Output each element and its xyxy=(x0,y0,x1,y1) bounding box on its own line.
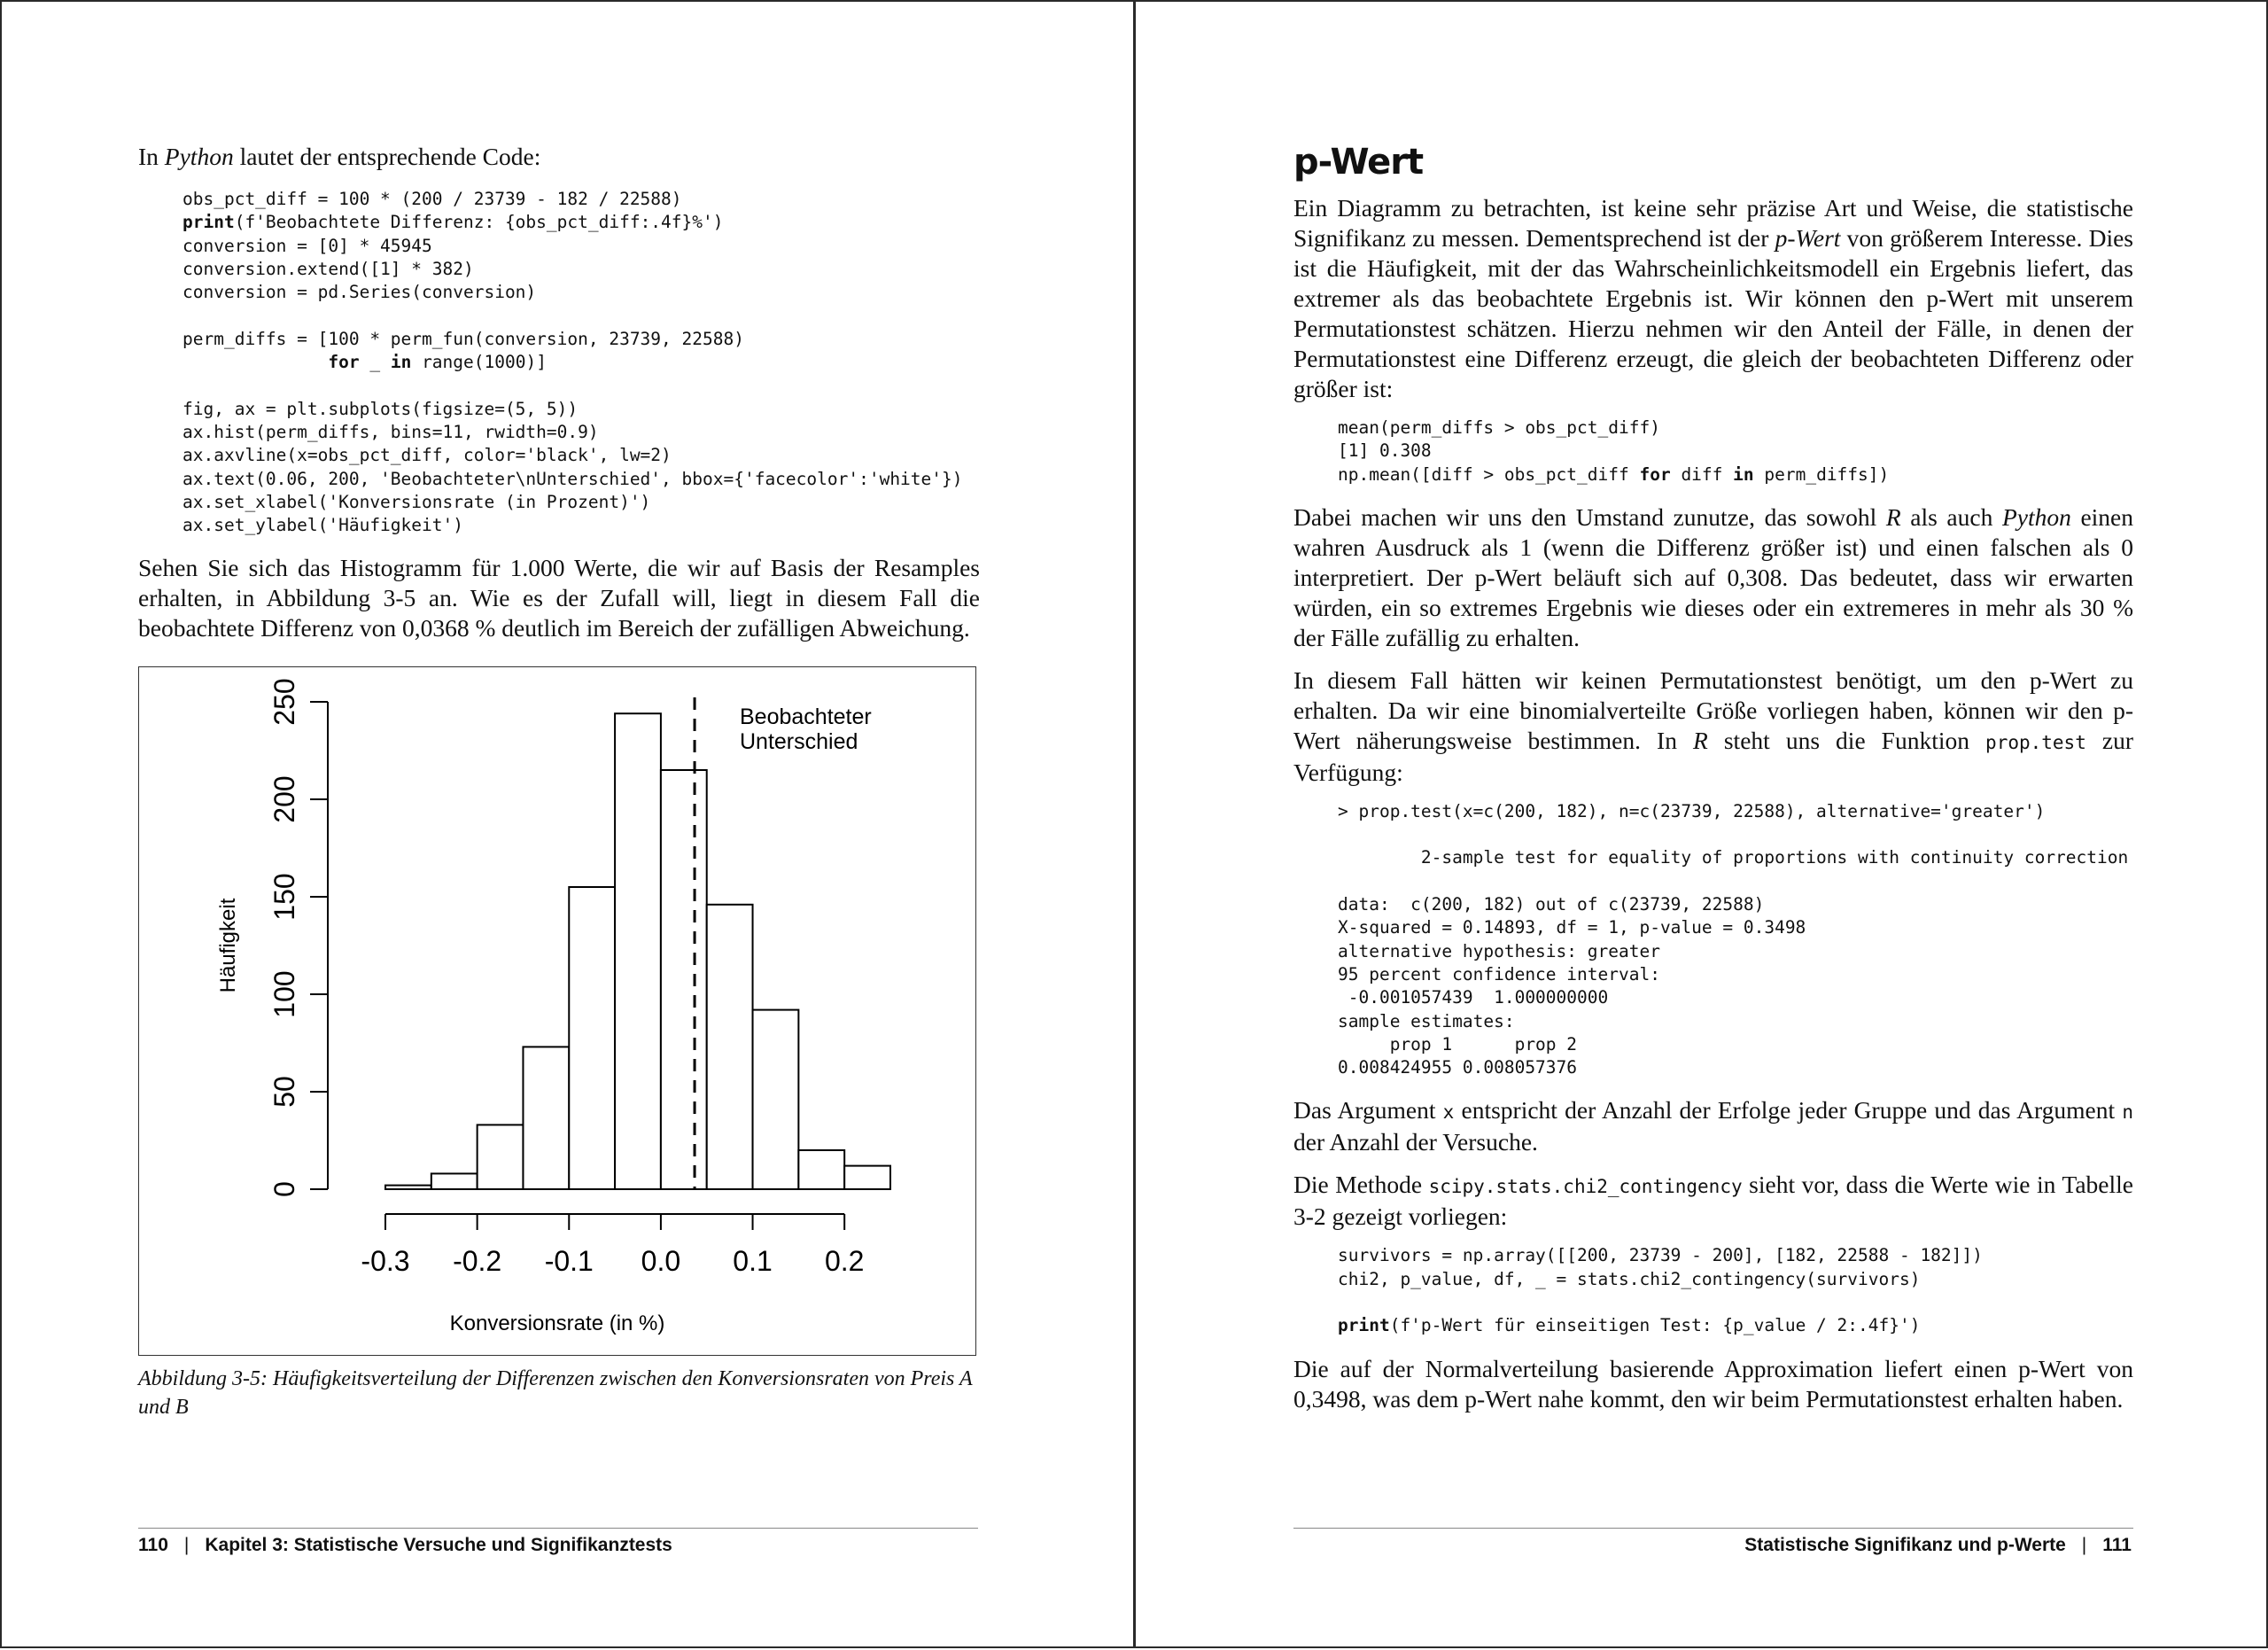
code-line: ax.axvline(x=obs_pct_diff, color='black', lw=2) xyxy=(183,445,672,466)
left-page-number: 110 xyxy=(138,1535,168,1555)
y-tick-label: 200 xyxy=(268,775,300,824)
histogram-bar xyxy=(707,905,753,1189)
right-page-content xyxy=(1293,142,2133,1427)
code-line xyxy=(183,304,980,327)
y-tick-label: 50 xyxy=(268,1076,300,1109)
histogram-bar xyxy=(753,1010,799,1189)
code-block-prop-test xyxy=(1338,800,2133,1080)
code-line xyxy=(1338,870,2133,893)
histogram-chart xyxy=(139,667,975,1354)
code-line xyxy=(1338,1291,2133,1314)
code-line: mean(perm_diffs > obs_pct_diff) xyxy=(1338,417,1660,438)
code-line: ax.text(0.06, 200, 'Beobachteter\nUnterschied', bbox={'facecolor':'white'}) xyxy=(183,468,963,489)
code-line: [1] 0.308 xyxy=(1338,440,1432,462)
code-line: ax.set_ylabel('Häufigkeit') xyxy=(183,515,463,536)
histogram-bar xyxy=(478,1125,524,1190)
code-line: print(f'p-Wert für einseitigen Test: {p_value / 2:.4f}') xyxy=(1338,1315,1921,1336)
code-line: for _ in range(1000)] xyxy=(328,352,547,373)
x-tick-label: -0.1 xyxy=(544,1245,594,1278)
pvalue-paragraph-4: Das Argument x entspricht der Anzahl der Erfolge jeder Gruppe und das Argument n der Anzahl der Versuche. xyxy=(1293,1096,2133,1156)
histogram-bar xyxy=(385,1186,431,1189)
code-line: survivors = np.array([[200, 23739 - 200], [182, 22588 - 182]]) xyxy=(1338,1245,1983,1266)
code-block-chi2 xyxy=(1338,1244,2133,1337)
code-line: 2-sample test for equality of proportions with continuity correction xyxy=(1338,847,2129,868)
code-block-mean xyxy=(1338,416,2133,486)
python-code-block xyxy=(183,188,980,537)
histogram-bar xyxy=(569,887,615,1189)
footer-separator: | xyxy=(183,1535,190,1555)
pvalue-paragraph-3: In diesem Fall hätten wir keinen Permutationstest benötigt, um den p-Wert zu erhalten. Da wir eine binomialverteilte Größe vorliegen haben, können wir den p-Wert näherungsweise bestimmen. In R steht uns die Funktion prop.test zur Verfügung: xyxy=(1293,665,2133,786)
y-tick-label: 150 xyxy=(268,873,300,922)
y-axis-label: Häufigkeit xyxy=(216,899,240,993)
code-line: X-squared = 0.14893, df = 1, p-value = 0.3498 xyxy=(1338,917,1806,938)
intro-text-end: lautet der entsprechende Code: xyxy=(233,143,541,170)
x-axis-label: Konversionsrate (in %) xyxy=(449,1311,665,1336)
annotation-text: Beobachteter xyxy=(740,704,872,730)
left-page xyxy=(0,0,1133,1648)
code-line: fig, ax = plt.subplots(figsize=(5, 5)) xyxy=(183,398,579,419)
x-tick-label: 0.1 xyxy=(733,1245,773,1278)
y-tick-label: 0 xyxy=(268,1181,300,1198)
intro-python: Python xyxy=(164,143,234,170)
code-line: 95 percent confidence interval: xyxy=(1338,963,1660,985)
code-line: conversion = pd.Series(conversion) xyxy=(183,282,537,303)
code-line: > prop.test(x=c(200, 182), n=c(23739, 22588), alternative='greater') xyxy=(1338,800,2046,821)
code-line: obs_pct_diff = 100 * (200 / 23739 - 182 / 22588) xyxy=(183,189,682,209)
code-line: ax.set_xlabel('Konversionsrate (in Prozent)') xyxy=(183,491,651,512)
section-heading: p-Wert xyxy=(1293,142,1424,183)
chapter-title: Kapitel 3: Statistische Versuche und Signifikanztests xyxy=(205,1535,672,1555)
code-line: alternative hypothesis: greater xyxy=(1338,940,1660,961)
left-footer xyxy=(138,1535,672,1556)
histogram-bar xyxy=(523,1047,569,1190)
code-line xyxy=(1338,823,2133,846)
histogram-figure xyxy=(138,666,976,1356)
x-tick-label: 0.2 xyxy=(824,1245,865,1278)
annotation-text: Unterschied xyxy=(740,729,858,755)
footer-separator: | xyxy=(2081,1535,2087,1555)
right-footer-rule xyxy=(1293,1528,2133,1529)
figure-caption: Abbildung 3-5: Häufigkeitsverteilung der Differenzen zwischen den Konversionsraten von Preis A und B xyxy=(138,1367,973,1420)
code-line: -0.001057439 1.000000000 xyxy=(1338,987,1609,1008)
code-line: np.mean([diff > obs_pct_diff for diff in perm_diffs]) xyxy=(1338,463,1890,485)
code-line: conversion = [0] * 45945 xyxy=(183,235,432,256)
code-line: print(f'Beobachtete Differenz: {obs_pct_diff:.4f}%') xyxy=(183,212,724,233)
x-tick-label: -0.2 xyxy=(453,1245,502,1278)
intro-paragraph xyxy=(138,142,980,172)
x-tick-label: -0.3 xyxy=(361,1245,410,1278)
left-footer-rule xyxy=(138,1528,978,1529)
histogram-bar xyxy=(661,770,707,1189)
code-line: ax.hist(perm_diffs, bins=11, rwidth=0.9) xyxy=(183,421,599,442)
histogram-bar xyxy=(798,1150,844,1189)
y-tick-label: 250 xyxy=(268,678,300,727)
right-page-number: 111 xyxy=(2102,1535,2132,1555)
code-line: 0.008424955 0.008057376 xyxy=(1338,1057,1578,1078)
x-tick-label: 0.0 xyxy=(641,1245,681,1278)
histogram-bar xyxy=(615,714,661,1190)
code-line: perm_diffs = [100 * perm_fun(conversion, 23739, 22588) xyxy=(183,328,744,349)
histogram-bar xyxy=(844,1166,890,1189)
right-page xyxy=(1133,0,2268,1648)
pvalue-paragraph-6: Die auf der Normalverteilung basierende Approximation liefert einen p-Wert von 0,3498, was dem p-Wert nahe kommt, den wir beim Permutationstest erhalten haben. xyxy=(1293,1354,2133,1413)
running-title: Statistische Signifikanz und p-Werte xyxy=(1744,1535,2066,1555)
intro-text: In xyxy=(138,143,165,170)
code-line xyxy=(183,374,980,397)
code-line: conversion.extend([1] * 382) xyxy=(183,258,474,279)
right-footer xyxy=(1744,1535,2132,1556)
histogram-bar xyxy=(431,1174,478,1190)
code-line: data: c(200, 182) out of c(23739, 22588) xyxy=(1338,894,1765,915)
code-line: prop 1 prop 2 xyxy=(1338,1033,1578,1055)
histogram-paragraph: Sehen Sie sich das Histogramm für 1.000 Werte, die wir auf Basis der Resamples erhalten, in Abbildung 3-5 an. Wie es der Zufall will, liegt in diesem Fall die beobachtete Differenz von 0,0368 % deutlich im Bereich der zufälligen Abweichung. xyxy=(138,554,980,642)
code-line: sample estimates: xyxy=(1338,1010,1515,1031)
pvalue-paragraph-2: Dabei machen wir uns den Umstand zunutze, das sowohl R als auch Python einen wahren Ausdruck als 1 (wenn die Differenz größer ist) und einen falschen als 0 interpretiert. Der p-Wert beläuft sich auf 0,308. Das bedeutet, dass wir erwarten würden, ein so extremes Ergebnis wie dieses oder ein extremeres in mehr als 30 % der Fälle zufällig zu erhalten. xyxy=(1293,502,2133,651)
pvalue-paragraph-1: Ein Diagramm zu betrachten, ist keine sehr präzise Art und Weise, die statistische Signifikanz zu messen. Dementsprechend ist der p-Wert von größerem Interesse. Dies ist die Häufigkeit, mit der das Wahrscheinlichkeitsmodell ein Ergebnis liefert, das extremer als das beobachtete Ergebnis ist. Wir können den p-Wert mit unserem Permutationstest schätzen. Hierzu nehmen wir den Anteil der Fälle, in denen der Permutationstest eine Differenz erzeugt, die gleich der beobachteten Differenz oder größer ist: xyxy=(1293,194,2133,402)
y-tick-label: 100 xyxy=(268,970,300,1019)
left-page-content xyxy=(138,142,980,1421)
pvalue-paragraph-5: Die Methode scipy.stats.chi2_contingency sieht vor, dass die Werte wie in Tabelle 3-2 gezeigt vorliegen: xyxy=(1293,1171,2134,1231)
code-line: chi2, p_value, df, _ = stats.chi2_contingency(survivors) xyxy=(1338,1268,1921,1289)
